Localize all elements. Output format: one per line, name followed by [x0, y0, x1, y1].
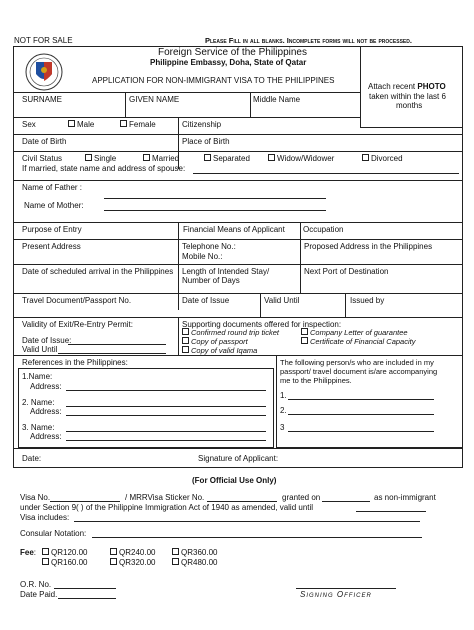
fee-option-1[interactable]: QR120.00: [42, 548, 87, 557]
dob-label: Date of Birth: [22, 137, 67, 146]
ref1-address-field[interactable]: [66, 390, 266, 391]
visa-includes-label: Visa includes:: [20, 513, 70, 522]
checkbox-icon[interactable]: [110, 558, 117, 565]
accompanying-2-field[interactable]: [288, 414, 434, 415]
accompanying-text-3: me to the Philippines.: [280, 376, 352, 385]
granted-on-label: granted on: [282, 493, 321, 502]
checkbox-icon[interactable]: [182, 346, 189, 353]
granted-on-field[interactable]: [322, 501, 370, 502]
checkbox-icon[interactable]: [182, 328, 189, 335]
checkbox-icon[interactable]: [68, 120, 75, 127]
length-stay-label: Length of Intended Stay/: [182, 267, 270, 276]
signing-officer-label: Signing Officer: [300, 590, 372, 599]
fee-option-2[interactable]: QR240.00: [110, 548, 155, 557]
instructions-label: Please Fill in all blanks. Incomplete forms will not be processed.: [205, 36, 412, 45]
photo-instructions: Attach recent PHOTO: [368, 82, 446, 91]
pob-label: Place of Birth: [182, 137, 230, 146]
length-stay-label-2: Number of Days: [182, 276, 240, 285]
checkbox-icon[interactable]: [42, 558, 49, 565]
ref3-name-label: 3. Name:: [22, 423, 55, 432]
fee-label: Fee:: [20, 548, 37, 557]
checkbox-icon[interactable]: [182, 337, 189, 344]
father-field[interactable]: [104, 198, 326, 199]
accompanying-text-2: passport/ travel document is/are accompanying: [280, 367, 438, 376]
photo-instructions-2: taken within the last 6: [369, 92, 446, 101]
checkbox-icon[interactable]: [172, 548, 179, 555]
permit-valid-until-label: Valid Until: [22, 345, 58, 354]
consular-notation-label: Consular Notation:: [20, 529, 87, 538]
proposed-address-label: Proposed Address in the Philippines: [304, 242, 433, 251]
checkbox-icon[interactable]: [172, 558, 179, 565]
accompanying-2-label: 2.: [280, 406, 287, 415]
doc-guarantee[interactable]: Company Letter of guarantee: [301, 328, 408, 337]
permit-date-issue-label: Date of Issue:: [22, 336, 72, 345]
date-label: Date:: [22, 454, 42, 463]
middle-name-label: Middle Name: [253, 95, 301, 104]
citizenship-label: Citizenship: [182, 120, 222, 129]
official-use-title: (For Official Use Only): [192, 476, 277, 485]
photo-instructions-3: months: [396, 101, 423, 110]
present-address-label: Present Address: [22, 242, 81, 251]
mother-field[interactable]: [104, 210, 326, 211]
form-title: APPLICATION FOR NON-IMMIGRANT VISA TO THE PHILIPPINES: [92, 76, 335, 85]
embassy-name: Philippine Embassy, Doha, State of Qatar: [150, 58, 307, 67]
accompanying-3-label: 3: [280, 423, 285, 432]
given-name-label: GIVEN NAME: [129, 95, 180, 104]
checkbox-icon[interactable]: [301, 337, 308, 344]
separated-option[interactable]: Separated: [204, 154, 250, 163]
ref3-address-field[interactable]: [66, 440, 266, 441]
doc-ticket[interactable]: Confirmed round trip ticket: [182, 328, 279, 337]
fee-option-4[interactable]: QR160.00: [42, 558, 87, 567]
accompanying-1-field[interactable]: [288, 399, 434, 400]
supporting-docs-label: Supporting documents offered for inspection:: [182, 320, 342, 329]
under-section-label: under Section 9( ) of the Philippine Immigration Act of 1940 as amended, valid until: [20, 503, 314, 512]
checkbox-icon[interactable]: [204, 154, 211, 161]
valid-until-label: Valid Until: [264, 296, 300, 305]
philippine-seal-icon: [18, 52, 70, 92]
signing-officer-line[interactable]: [296, 588, 396, 589]
fee-option-6[interactable]: QR480.00: [172, 558, 217, 567]
fee-option-5[interactable]: QR320.00: [110, 558, 155, 567]
telephone-label: Telephone No.:: [182, 242, 236, 251]
male-option[interactable]: Male: [68, 120, 94, 129]
ref3-name-field[interactable]: [66, 431, 266, 432]
sex-label: Sex: [22, 120, 36, 129]
civil-status-label: Civil Status: [22, 154, 63, 163]
mother-label: Name of Mother:: [24, 201, 84, 210]
single-option[interactable]: Single: [85, 154, 116, 163]
ref2-name-field[interactable]: [66, 406, 266, 407]
signature-label: Signature of Applicant:: [198, 454, 279, 463]
checkbox-icon[interactable]: [120, 120, 127, 127]
female-option[interactable]: Female: [120, 120, 156, 129]
checkbox-icon[interactable]: [85, 154, 92, 161]
ref3-address-label: Address:: [30, 432, 62, 441]
agency-name: Foreign Service of the Philippines: [158, 47, 307, 58]
date-paid-label: Date Paid.: [20, 590, 58, 599]
visa-includes-field[interactable]: [74, 521, 420, 522]
or-no-label: O.R. No.: [20, 580, 52, 589]
mrr-label: / MRRVisa Sticker No.: [125, 493, 205, 502]
doc-passport[interactable]: Copy of passport: [182, 337, 248, 346]
not-for-sale-label: NOT FOR SALE: [14, 36, 73, 45]
accompanying-3-field[interactable]: [288, 431, 434, 432]
checkbox-icon[interactable]: [143, 154, 150, 161]
married-option[interactable]: Married: [143, 154, 179, 163]
accompanying-1-label: 1.: [280, 391, 287, 400]
fee-option-3[interactable]: QR360.00: [172, 548, 217, 557]
checkbox-icon[interactable]: [301, 328, 308, 335]
issued-by-label: Issued by: [350, 296, 385, 305]
purpose-label: Purpose of Entry: [22, 225, 82, 234]
as-non-immigrant-label: as non-immigrant: [374, 493, 436, 502]
spouse-label: If married, state name and address of spouse:: [22, 164, 186, 173]
checkbox-icon[interactable]: [268, 154, 275, 161]
financial-label: Financial Means of Applicant: [183, 225, 285, 234]
widow-option[interactable]: Widow/Widower: [268, 154, 334, 163]
references-label: References in the Philippines:: [22, 358, 128, 367]
visa-no-label: Visa No.: [20, 493, 51, 502]
next-port-label: Next Port of Destination: [304, 267, 389, 276]
or-no-field[interactable]: [54, 588, 116, 589]
accompanying-text-1: The following person/s who are included in my: [280, 358, 434, 367]
doc-financial[interactable]: Certificate of Financial Capacity: [301, 337, 415, 346]
surname-label: SURNAME: [22, 95, 63, 104]
doc-iqama[interactable]: Copy of valid Iqama: [182, 346, 257, 355]
ref2-name-label: 2. Name:: [22, 398, 55, 407]
date-issue-label: Date of Issue: [182, 296, 230, 305]
arrival-date-label: Date of scheduled arrival in the Philippines: [22, 267, 174, 276]
travel-doc-label: Travel Document/Passport No.: [22, 296, 132, 305]
consular-notation-field[interactable]: [92, 537, 422, 538]
ref2-address-label: Address:: [30, 407, 62, 416]
valid-until-field[interactable]: [356, 511, 426, 512]
date-paid-field[interactable]: [58, 598, 116, 599]
spouse-field[interactable]: [193, 173, 459, 174]
permit-date-issue-field[interactable]: [68, 344, 166, 345]
permit-valid-until-field[interactable]: [58, 353, 166, 354]
visa-no-field[interactable]: [50, 501, 120, 502]
ref2-address-field[interactable]: [66, 415, 266, 416]
validity-permit-label: Validity of Exit/Re-Entry Permit:: [22, 320, 133, 329]
mrr-field[interactable]: [207, 501, 277, 502]
ref1-name-label: 1.Name:: [22, 372, 53, 381]
ref1-address-label: Address:: [30, 382, 62, 391]
checkbox-icon[interactable]: [110, 548, 117, 555]
occupation-label: Occupation: [303, 225, 344, 234]
checkbox-icon[interactable]: [362, 154, 369, 161]
mobile-label: Mobile No.:: [182, 252, 223, 261]
father-label: Name of Father :: [22, 183, 83, 192]
checkbox-icon[interactable]: [42, 548, 49, 555]
divorced-option[interactable]: Divorced: [362, 154, 403, 163]
